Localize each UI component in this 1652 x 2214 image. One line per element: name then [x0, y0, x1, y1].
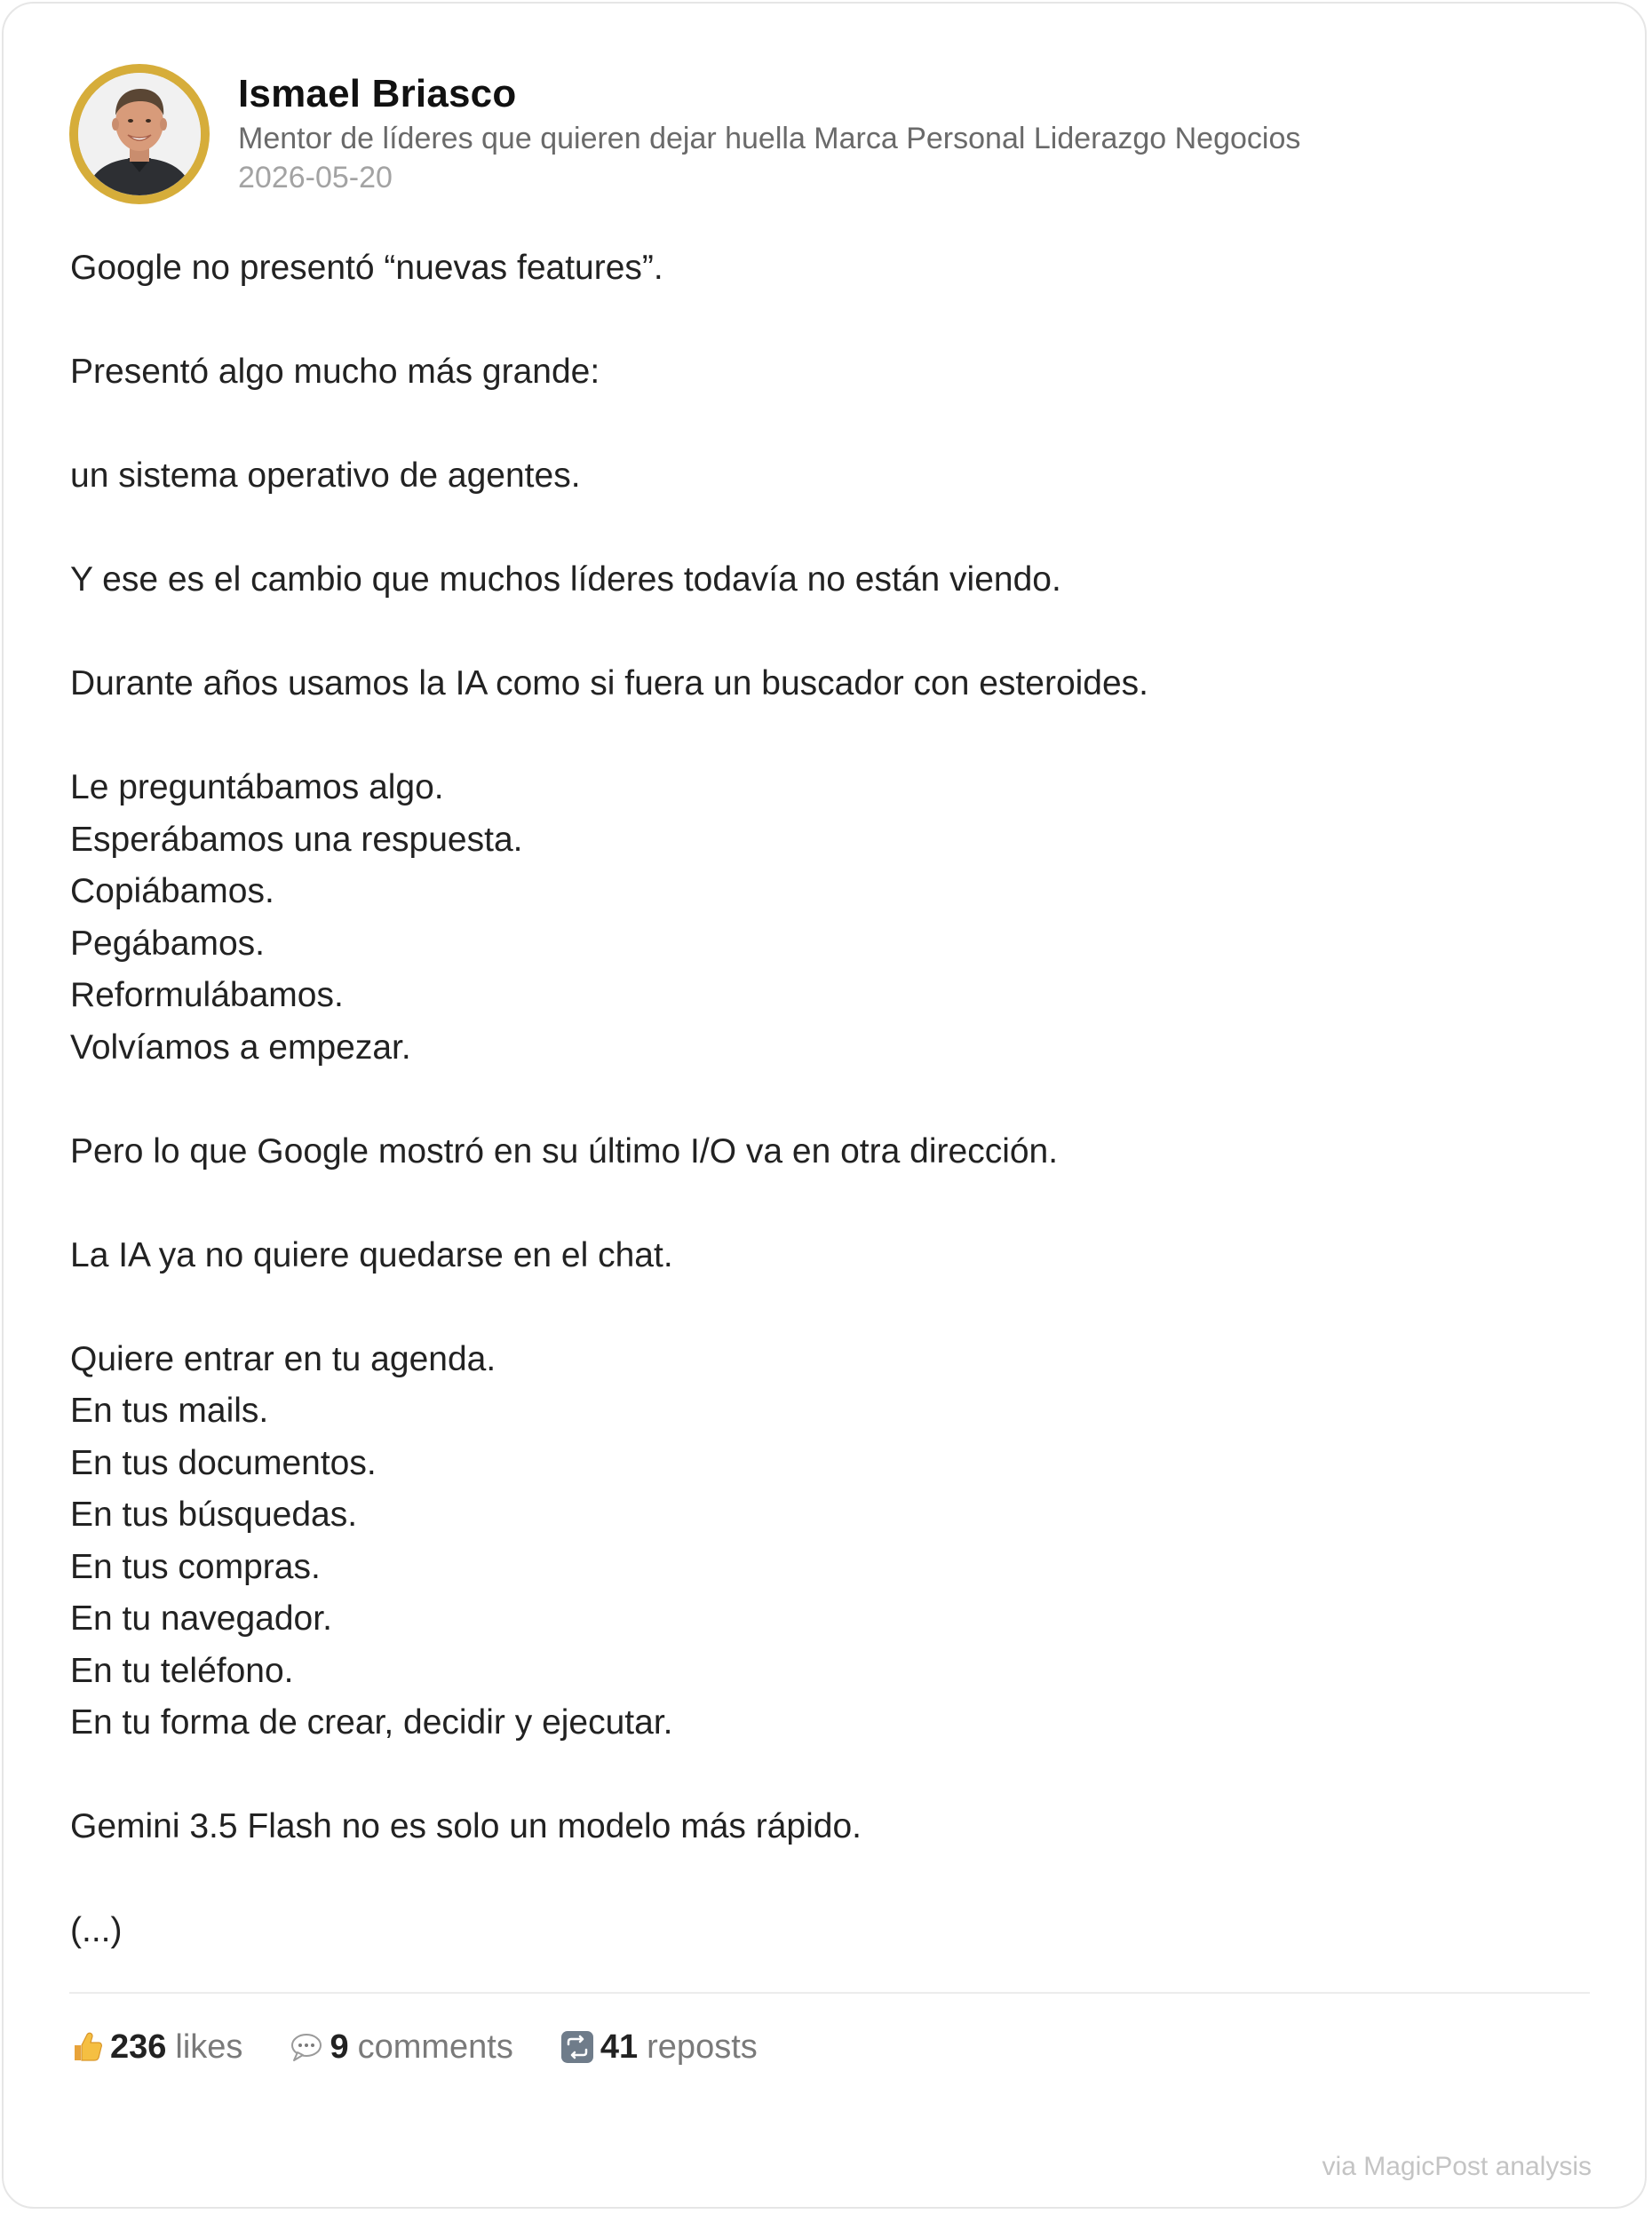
paragraph-gap	[70, 295, 1580, 347]
post-line: (...)	[70, 1911, 123, 1949]
post-line: En tu navegador.	[70, 1599, 332, 1638]
repost-icon	[560, 2029, 595, 2065]
post-line: Gemini 3.5 Flash no es solo un modelo más rápido.	[70, 1807, 862, 1845]
post-line: En tus documentos.	[70, 1443, 377, 1482]
likes-count: 236	[110, 2028, 167, 2066]
post-line: Presentó algo mucho más grande:	[70, 353, 600, 391]
post-body	[70, 242, 1580, 1957]
reposts-label: reposts	[647, 2028, 758, 2066]
comments-count: 9	[330, 2028, 349, 2066]
paragraph-gap	[70, 503, 1580, 555]
paragraph-gap	[70, 1074, 1580, 1126]
post-header	[69, 64, 1300, 204]
post-line: Pegábamos.	[70, 924, 265, 963]
author-info	[238, 64, 1300, 197]
post-line: Le preguntábamos algo.	[70, 768, 444, 806]
comments-stat[interactable]	[289, 2025, 512, 2069]
comments-label: comments	[357, 2028, 513, 2066]
post-line: Durante años usamos la IA como si fuera un buscador con esteroides.	[70, 664, 1149, 702]
post-line: En tus búsquedas.	[70, 1496, 358, 1534]
paragraph-gap	[70, 1178, 1580, 1230]
post-line: un sistema operativo de agentes.	[70, 456, 581, 495]
author-name[interactable]: Ismael Briasco	[238, 72, 517, 115]
post-card	[2, 2, 1647, 2209]
post-line: Volvíamos a empezar.	[70, 1028, 411, 1067]
post-line: En tu forma de crear, decidir y ejecutar.	[70, 1703, 673, 1742]
speech-bubble-icon	[289, 2029, 324, 2065]
reposts-count: 41	[600, 2028, 639, 2066]
author-headline: Mentor de líderes que quieren dejar huella Marca Personal Liderazgo Negocios	[238, 122, 1301, 155]
paragraph-gap	[70, 1750, 1580, 1802]
likes-label: likes	[175, 2028, 243, 2066]
post-line: Esperábamos una respuesta.	[70, 820, 523, 859]
divider	[69, 1992, 1590, 1994]
paragraph-gap	[70, 399, 1580, 451]
avatar-photo	[78, 73, 201, 195]
paragraph-gap	[70, 710, 1580, 763]
paragraph-gap	[70, 1853, 1580, 1906]
paragraph-gap	[70, 607, 1580, 659]
post-line: Google no presentó “nuevas features”.	[70, 249, 663, 287]
post-line: Quiere entrar en tu agenda.	[70, 1339, 496, 1378]
post-date: 2026-05-20	[238, 161, 393, 194]
avatar[interactable]	[69, 64, 210, 204]
post-line: Reformulábamos.	[70, 976, 344, 1014]
likes-stat[interactable]	[69, 2025, 242, 2069]
post-line: En tus compras.	[70, 1547, 321, 1586]
post-line: Pero lo que Google mostró en su último I/O va en otra dirección.	[70, 1131, 1059, 1170]
post-line: En tus mails.	[70, 1392, 269, 1430]
engagement-stats	[69, 2025, 804, 2069]
post-line: Y ese es el cambio que muchos líderes todavía no están viendo.	[70, 560, 1061, 599]
post-line: La IA ya no quiere quedarse en el chat.	[70, 1235, 673, 1274]
thumbs-up-icon	[69, 2029, 105, 2065]
post-line: Copiábamos.	[70, 872, 274, 910]
reposts-stat[interactable]	[560, 2025, 758, 2069]
attribution-note: via MagicPost analysis	[1322, 2152, 1592, 2181]
post-line: En tu teléfono.	[70, 1651, 294, 1690]
paragraph-gap	[70, 1282, 1580, 1334]
